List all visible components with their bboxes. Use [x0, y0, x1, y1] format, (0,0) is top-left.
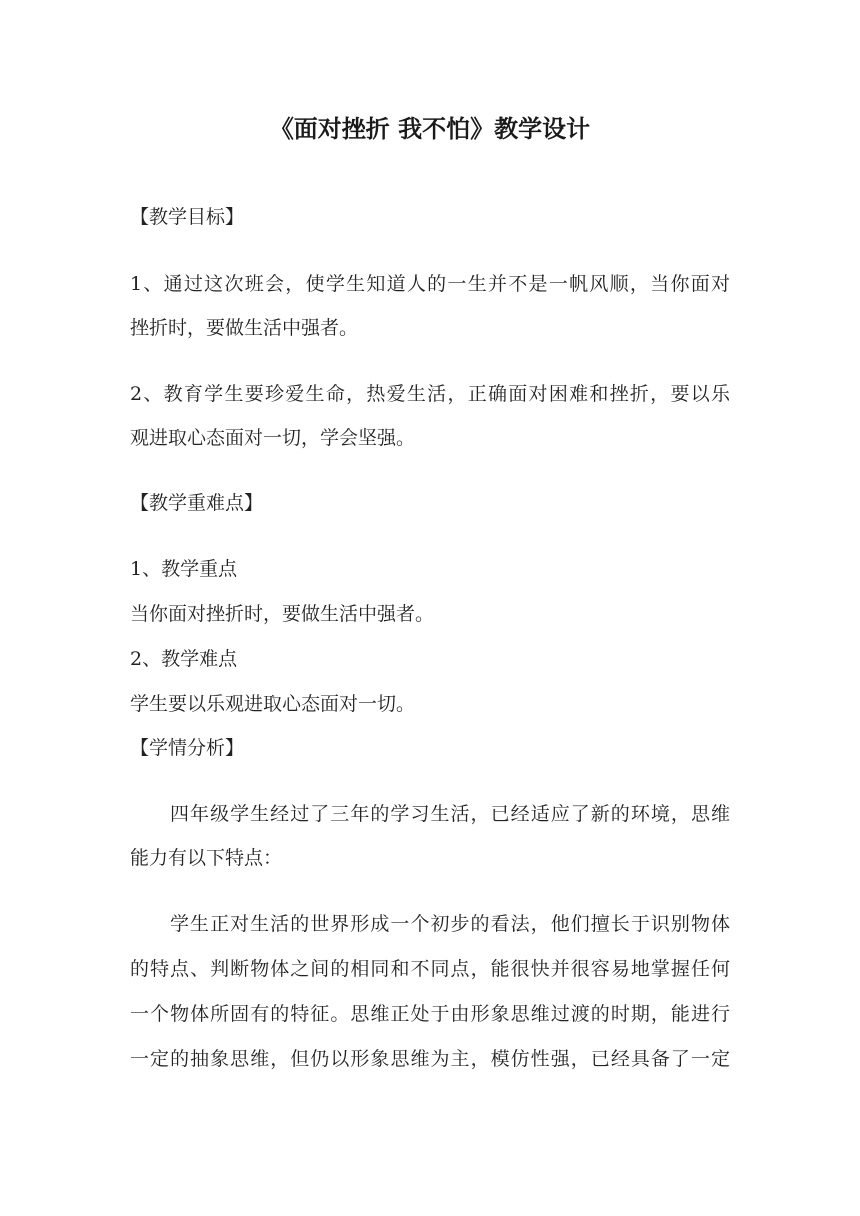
analysis-paragraph-2-line-3: 一个物体所固有的特征。思维正处于由形象思维过渡的时期，能进行	[130, 1003, 730, 1025]
analysis-paragraph-1-line-2: 能力有以下特点：	[130, 847, 283, 869]
difficulty-label: 2、教学难点	[130, 648, 238, 670]
goal-2-line-2: 观进取心态面对一切，学会坚强。	[130, 427, 416, 449]
document-title: 《面对挫折 我不怕》教学设计	[269, 115, 591, 143]
goal-1-line-2: 挫折时，要做生活中强者。	[130, 317, 359, 339]
keypoints-heading: 【教学重难点】	[130, 492, 264, 514]
goal-2-line-1: 2、教育学生要珍爱生命，热爱生活，正确面对困难和挫折，要以乐	[130, 383, 730, 405]
analysis-paragraph-2-line-1: 学生正对生活的世界形成一个初步的看法，他们擅长于识别物体	[170, 913, 730, 935]
focus-text: 当你面对挫折时，要做生活中强者。	[130, 603, 435, 625]
analysis-paragraph-1-line-1: 四年级学生经过了三年的学习生活，已经适应了新的环境，思维	[170, 803, 730, 825]
goal-1-line-1: 1、通过这次班会，使学生知道人的一生并不是一帆风顺，当你面对	[130, 273, 730, 295]
goals-heading: 【教学目标】	[130, 206, 245, 228]
difficulty-text: 学生要以乐观进取心态面对一切。	[130, 693, 416, 715]
analysis-heading: 【学情分析】	[130, 737, 245, 759]
analysis-paragraph-2-line-2: 的特点、判断物体之间的相同和不同点，能很快并很容易地掌握任何	[130, 958, 730, 980]
focus-label: 1、教学重点	[130, 558, 238, 580]
analysis-paragraph-2-line-4: 一定的抽象思维，但仍以形象思维为主，模仿性强，已经具备了一定	[130, 1048, 730, 1070]
